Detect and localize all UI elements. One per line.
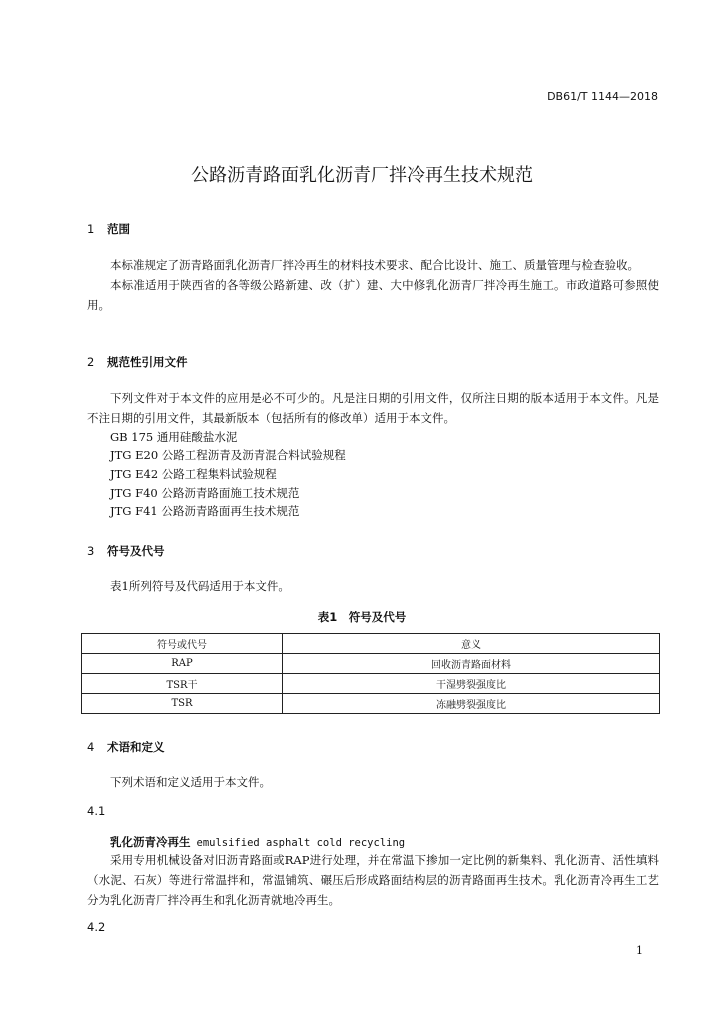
table-header-cell: 意义 xyxy=(283,634,660,654)
table-row xyxy=(82,694,660,714)
term-entry xyxy=(110,834,405,850)
paragraph: 采用专用机械设备对旧沥青路面或RAP进行处理，并在常温下掺加一定比例的新集料、乳化沥青、活性填料（水泥、石灰）等进行常温拌和，常温铺筑、碾压后形成路面结构层的沥青路面再生技术。乳化沥青冷再生工艺分为乳化沥青厂拌冷再生和乳化沥青就地冷再生。 xyxy=(87,853,659,907)
section-1-heading xyxy=(87,221,130,237)
table-row xyxy=(82,674,660,694)
section-1-body xyxy=(87,255,659,315)
reference-item: JTG E42 公路工程集料试验规程 xyxy=(110,467,277,481)
table-cell: TSR xyxy=(82,694,283,714)
page-number: 1 xyxy=(636,944,643,957)
reference-item: JTG F41 公路沥青路面再生技术规范 xyxy=(110,504,300,518)
term-english: emulsified asphalt cold recycling xyxy=(196,837,406,849)
section-number: 2 xyxy=(87,355,95,369)
section-title: 符号及代号 xyxy=(107,544,165,558)
reference-item: JTG E20 公路工程沥青及沥青混合料试验规程 xyxy=(110,448,346,462)
section-title: 规范性引用文件 xyxy=(107,355,188,369)
reference-item: JTG F40 公路沥青路面施工技术规范 xyxy=(110,486,300,500)
table-header-row xyxy=(82,634,660,654)
section-number: 3 xyxy=(87,544,95,558)
table-cell: 回收沥青路面材料 xyxy=(283,654,660,674)
section-number: 4 xyxy=(87,740,95,754)
paragraph: 本标准规定了沥青路面乳化沥青厂拌冷再生的材料技术要求、配合比设计、施工、质量管理与检查验收。 xyxy=(110,258,639,272)
paragraph: 下列文件对于本文件的应用是必不可少的。凡是注日期的引用文件，仅所注日期的版本适用于本文件。凡是不注日期的引用文件，其最新版本（包括所有的修改单）适用于本文件。 xyxy=(87,391,659,425)
table-caption: 表1 符号及代号 xyxy=(317,610,407,624)
table-cell: TSR干 xyxy=(82,674,283,694)
table-header-cell: 符号或代号 xyxy=(82,634,283,654)
paragraph: 表1所列符号及代码适用于本文件。 xyxy=(110,579,290,593)
paragraph: 下列术语和定义适用于本文件。 xyxy=(110,775,271,789)
table-cell: 冻融劈裂强度比 xyxy=(283,694,660,714)
table-cell: 干湿劈裂强度比 xyxy=(283,674,660,694)
paragraph: 本标准适用于陕西省的各等级公路新建、改（扩）建、大中修乳化沥青厂拌冷再生施工。市政道路可参照使用。 xyxy=(87,278,659,312)
section-2-intro xyxy=(87,388,659,428)
term-chinese: 乳化沥青冷再生 xyxy=(110,835,191,849)
section-number: 1 xyxy=(87,222,95,236)
section-title: 范围 xyxy=(107,222,130,236)
subclause-number: 4.2 xyxy=(87,920,106,934)
section-3-heading xyxy=(87,543,165,559)
section-4-heading xyxy=(87,739,165,755)
document-title: 公路沥青路面乳化沥青厂拌冷再生技术规范 xyxy=(191,165,533,186)
term-definition xyxy=(87,850,659,910)
subclause-number: 4.1 xyxy=(87,804,106,818)
reference-item: GB 175 通用硅酸盐水泥 xyxy=(110,430,238,444)
standard-code: DB61/T 1144—2018 xyxy=(547,90,658,103)
section-2-heading xyxy=(87,354,188,370)
table-cell: RAP xyxy=(82,654,283,674)
table-row xyxy=(82,654,660,674)
symbols-table xyxy=(81,633,660,714)
section-title: 术语和定义 xyxy=(107,740,165,754)
